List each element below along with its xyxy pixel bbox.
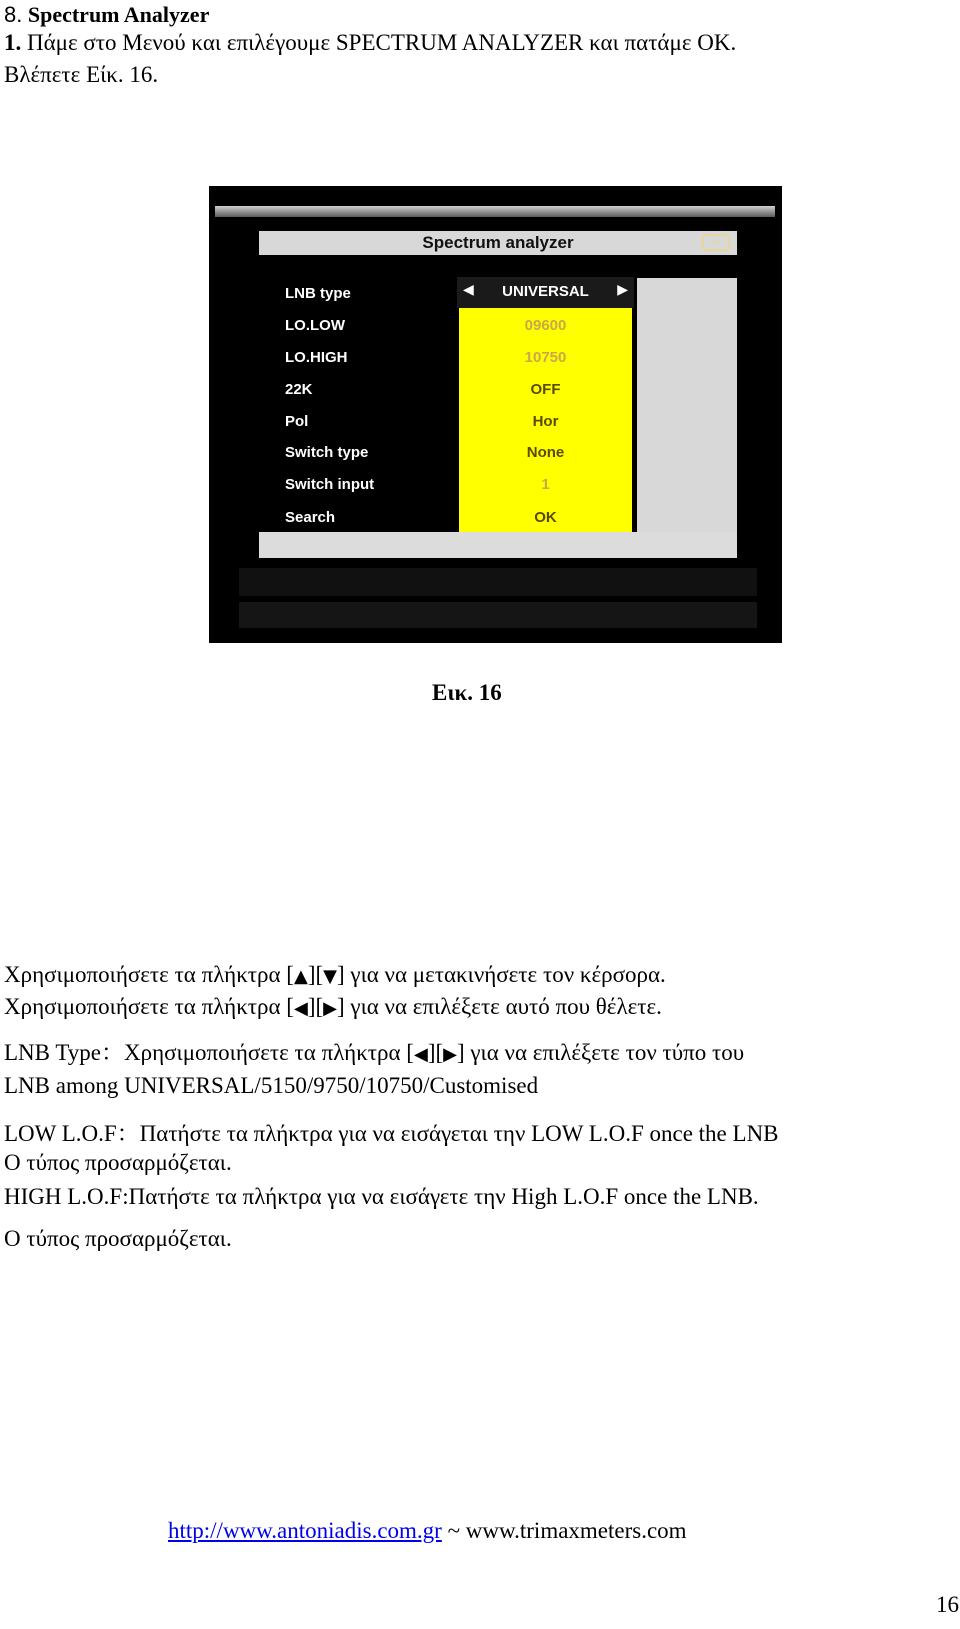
row-label-lnb-type: LNB type [285, 285, 351, 302]
figure-caption: Εικ. 16 [432, 680, 502, 705]
step-number: 1. [4, 30, 22, 55]
instruction-text: ][ [427, 1040, 444, 1065]
instruction-text: ] για να επιλέξετε αυτό που θέλετε. [337, 994, 662, 1019]
row-label-switch-type: Switch type [285, 444, 369, 461]
instruction-text: ] για να μετακινήσετε τον κέρσορα. [337, 962, 666, 987]
row-value-search[interactable]: OK [534, 509, 557, 526]
row-label-lo-high: LO.HIGH [285, 349, 348, 366]
row-label-pol: Pol [285, 413, 309, 430]
row-value-lo-high[interactable]: 10750 [524, 349, 567, 366]
row-value-lo-low[interactable]: 09600 [524, 317, 567, 334]
instruction-text: LNB Type：Χρησιμοποιήσετε τα πλήκτρα [ [4, 1040, 414, 1065]
instruction-line-1 [4, 962, 666, 988]
row-value-switch-input[interactable]: 1 [541, 476, 550, 493]
right-arrow-icon: ▶ [617, 282, 628, 298]
up-arrow-icon: ▲ [293, 966, 308, 987]
instruction-text: ][ [307, 994, 324, 1019]
footer-site: www.trimaxmeters.com [465, 1518, 687, 1543]
screen-footer-bar [239, 568, 757, 596]
row-label-switch-input: Switch input [285, 476, 375, 493]
row-value-pol[interactable]: Hor [532, 413, 559, 430]
screen-title: Spectrum analyzer [259, 231, 737, 255]
value-column [459, 278, 632, 532]
label-column [281, 278, 449, 532]
footer [168, 1518, 687, 1544]
instruction-text: ] για να επιλέξετε τον τύπο του [456, 1040, 745, 1065]
panel-bottom-strip [259, 532, 737, 558]
footer-separator: ~ [441, 1518, 466, 1543]
down-arrow-icon: ▼ [323, 966, 337, 987]
instruction-line-7: HIGH L.O.F:Πατήστε τα πλήκτρα για να εισάγετε την High L.O.F once the LNB. [4, 1184, 759, 1209]
instruction-line-5: LOW L.O.F：Πατήστε τα πλήκτρα για να εισάγεται την LOW L.O.F once the LNB [4, 1121, 779, 1146]
row-label-lo-low: LO.LOW [285, 317, 345, 334]
row-value-lnb-type: UNIVERSAL [502, 283, 589, 300]
instruction-line-6: Ο τύπος προσαρμόζεται. [4, 1150, 232, 1175]
left-arrow-icon: ◀ [463, 282, 474, 298]
screen-top-bar [215, 206, 775, 217]
lnb-type-selector[interactable] [457, 277, 634, 308]
instruction-line-4: LNB among UNIVERSAL/5150/9750/10750/Customised [4, 1073, 539, 1098]
step-text: Πάμε στο Μενού και επιλέγουμε SPECTRUM ANALYZER και πατάμε OK. [27, 30, 737, 55]
exit-icon: ⇐ [702, 234, 730, 251]
footer-link[interactable]: http://www.antoniadis.com.gr [168, 1518, 442, 1543]
step-1-continued: Βλέπετε Είκ. 16. [4, 62, 159, 87]
right-arrow-icon: ▶ [443, 1044, 457, 1065]
step-1 [4, 30, 736, 56]
instruction-text: Χρησιμοποιήσετε τα πλήκτρα [ [4, 962, 294, 987]
row-value-switch-type[interactable]: None [526, 444, 565, 461]
row-label-search: Search [285, 509, 336, 526]
screen-footer-bar-2 [239, 602, 757, 628]
section-heading [4, 2, 209, 28]
instruction-text: ][ [307, 962, 324, 987]
instruction-line-8: Ο τύπος προσαρμόζεται. [4, 1226, 232, 1251]
spectrum-analyzer-screenshot [209, 186, 782, 643]
left-arrow-icon: ◀ [413, 1044, 428, 1065]
section-title: Spectrum Analyzer [27, 2, 210, 27]
section-number: 8. [4, 2, 23, 27]
page-number: 16 [936, 1592, 959, 1617]
row-label-22k: 22K [285, 381, 313, 398]
instruction-line-3 [4, 1034, 744, 1067]
instruction-line-2 [4, 994, 662, 1020]
instruction-text: Χρησιμοποιήσετε τα πλήκτρα [ [4, 994, 294, 1019]
left-arrow-icon: ◀ [293, 998, 308, 1019]
right-arrow-icon: ▶ [323, 998, 337, 1019]
spectrum-display-area [637, 278, 737, 532]
row-value-22k[interactable]: OFF [530, 381, 561, 398]
